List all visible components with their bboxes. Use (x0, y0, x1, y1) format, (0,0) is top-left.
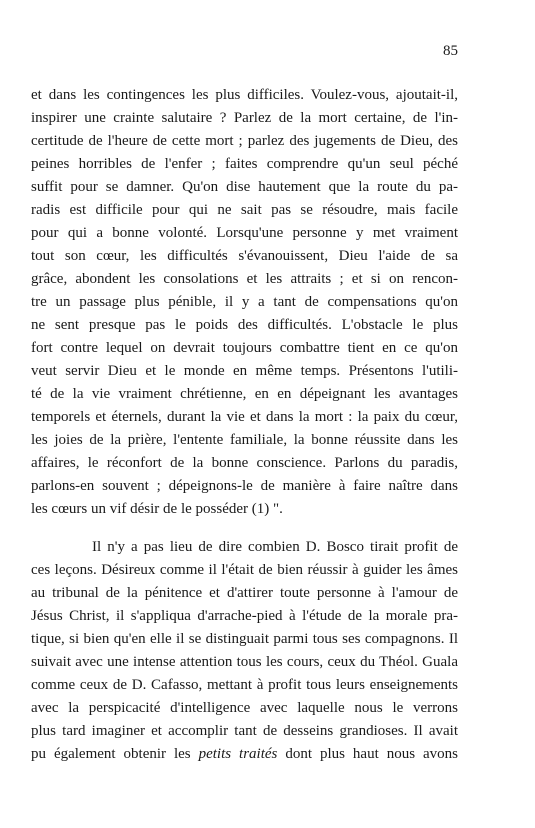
text-line: tique, si bien qu'en elle il se distinguait parmi tous ses compagnons. Il (31, 631, 458, 647)
text-run: dont plus haut nous avons (277, 746, 458, 762)
text-line: pour qui a bonne volonté. Lorsqu'une personne y met vraiment (31, 225, 458, 241)
text-run: pu également obtenir les (31, 746, 199, 762)
text-line: té de la vie vraiment chrétienne, en en dépeignant les avantages (31, 386, 458, 402)
text-line: les cœurs un vif désir de le posséder (1) ". (31, 501, 283, 517)
text-line: temporels et éternels, durant la vie et dans la mort : la paix du cœur, (31, 409, 458, 425)
text-line: comme ceux de D. Cafasso, mettant à profit tous leurs enseignements (31, 677, 458, 693)
text-line: au tribunal de la pénitence et d'attirer toute personne à l'amour de (31, 585, 458, 601)
text-line: certitude de l'heure de cette mort ; parlez des jugements de Dieu, des (31, 133, 458, 149)
text-line: suivait avec une intense attention tous les cours, ceux du Théol. Guala (31, 654, 458, 670)
text-line: tout son cœur, les difficultés s'évanouissent, Dieu l'aide de sa (31, 248, 458, 264)
text-line: ces leçons. Désireux comme il l'était de bien réussir à guider les âmes (31, 562, 458, 578)
text-line: ne sent presque pas le poids des difficultés. L'obstacle le plus (31, 317, 458, 333)
text-line (31, 745, 458, 764)
text-line: fort contre lequel on devrait toujours combattre tient en ce qu'on (31, 340, 458, 356)
text-line: Jésus Christ, il s'appliqua d'arrache-pied à l'étude de la morale pra- (31, 608, 458, 624)
text-line: grâce, abondent les consolations et les attraits ; et si on rencon- (31, 271, 458, 287)
text-line: plus tard imaginer et accomplir tant de desseins grandioses. Il avait (31, 723, 458, 739)
text-line: veut servir Dieu et le monde en même temps. Présentons l'utili- (31, 363, 458, 379)
text-line: avec la perspicacité d'intelligence avec laquelle nous le verrons (31, 700, 458, 716)
text-line: peines horribles de l'enfer ; faites comprendre qu'un seul péché (31, 156, 458, 172)
italic-title: petits traités (198, 746, 278, 762)
text-line: parlons-en souvent ; dépeignons-le de manière à faire naître dans (31, 478, 458, 494)
text-line: suffit pour se damner. Qu'on dise hautement que la route du pa- (31, 179, 458, 195)
text-line: radis est difficile pour qui ne sait pas se résoudre, mais facile (31, 202, 458, 218)
text-line: Il n'y a pas lieu de dire combien D. Bosco tirait profit de (92, 539, 458, 555)
text-line: inspirer une crainte salutaire ? Parlez de la mort certaine, de l'in- (31, 110, 458, 126)
page-number: 85 (443, 43, 458, 59)
text-line: affaires, le réconfort de la bonne conscience. Parlons du paradis, (31, 455, 458, 471)
text-line: les joies de la prière, l'entente familiale, la bonne réussite dans les (31, 432, 458, 448)
text-line: et dans les contingences les plus difficiles. Voulez-vous, ajoutait-il, (31, 87, 458, 103)
text-line: tre un passage plus pénible, il y a tant de compensations qu'on (31, 294, 458, 310)
